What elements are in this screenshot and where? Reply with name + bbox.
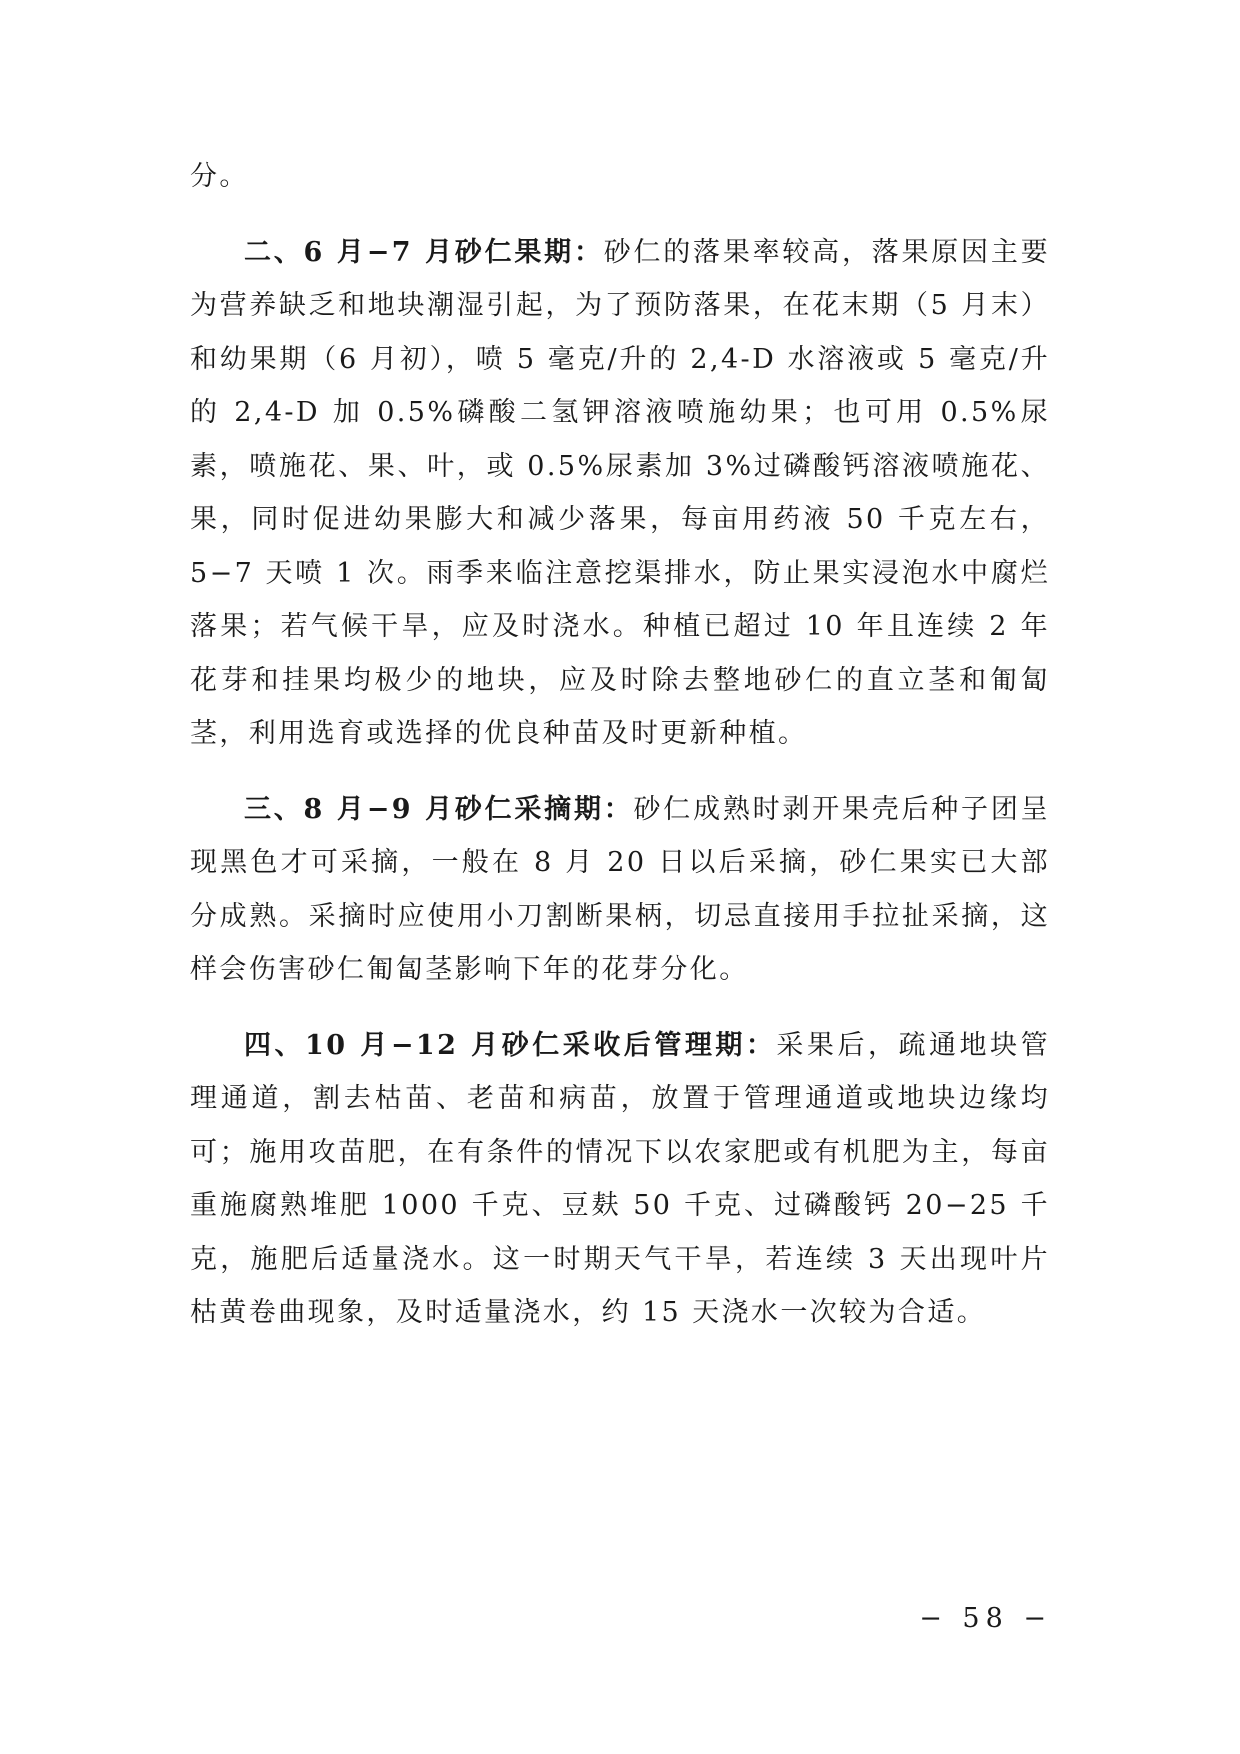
section-body: 砂仁的落果率较高，落果原因主要为营养缺乏和地块潮湿引起，为了预防落果，在花末期（5 月末）和幼果期（6 月初），喷 5 毫克/升的 2,4-D 水溶液或 5 毫克/升的 2,4-D 加 0.5%磷酸二氢钾溶液喷施幼果；也可用 0.5%尿素，喷施花、果、叶，或 0.5%尿素加 3%过磷酸钙溶液喷施花、果，同时促进幼果膨大和减少落果，每亩用药液 50 千克左右，5−7 天喷 1 次。雨季来临注意挖渠排水，防止果实浸泡水中腐烂落果；若气候干旱，应及时浇水。种植已超过 10 年且连续 2 年花芽和挂果均极少的地块，应及时除去整地砂仁的直立茎和匍匐茎，利用选育或选择的优良种苗及时更新种植。 — [190, 236, 1050, 749]
section-heading: 三、8 月−9 月砂仁采摘期： — [244, 793, 634, 825]
section-body: 砂仁成熟时剥开果壳后种子团呈现黑色才可采摘，一般在 8 月 20 日以后采摘，砂仁果实已大部分成熟。采摘时应使用小刀割断果柄，切忌直接用手拉扯采摘，这样会伤害砂仁匍匐茎影响下年的花芽分化。 — [190, 793, 1050, 985]
section-harvest-period — [190, 783, 1050, 997]
section-heading: 四、10 月−12 月砂仁采收后管理期： — [244, 1029, 777, 1061]
section-post-harvest-period — [190, 1019, 1050, 1340]
section-body: 采果后，疏通地块管理通道，割去枯苗、老苗和病苗，放置于管理通道或地块边缘均可；施用攻苗肥，在有条件的情况下以农家肥或有机肥为主，每亩重施腐熟堆肥 1000 千克、豆麸 50 千克、过磷酸钙 20−25 千克，施肥后适量浇水。这一时期天气干旱，若连续 3 天出现叶片枯黄卷曲现象，及时适量浇水，约 15 天浇水一次较为合适。 — [190, 1029, 1050, 1328]
section-heading: 二、6 月−7 月砂仁果期： — [244, 236, 604, 268]
section-fruiting-period — [190, 226, 1050, 761]
page-body — [190, 150, 1050, 1362]
carryover-text: 分。 — [190, 161, 249, 192]
page-number: − 58 − — [919, 1603, 1052, 1634]
